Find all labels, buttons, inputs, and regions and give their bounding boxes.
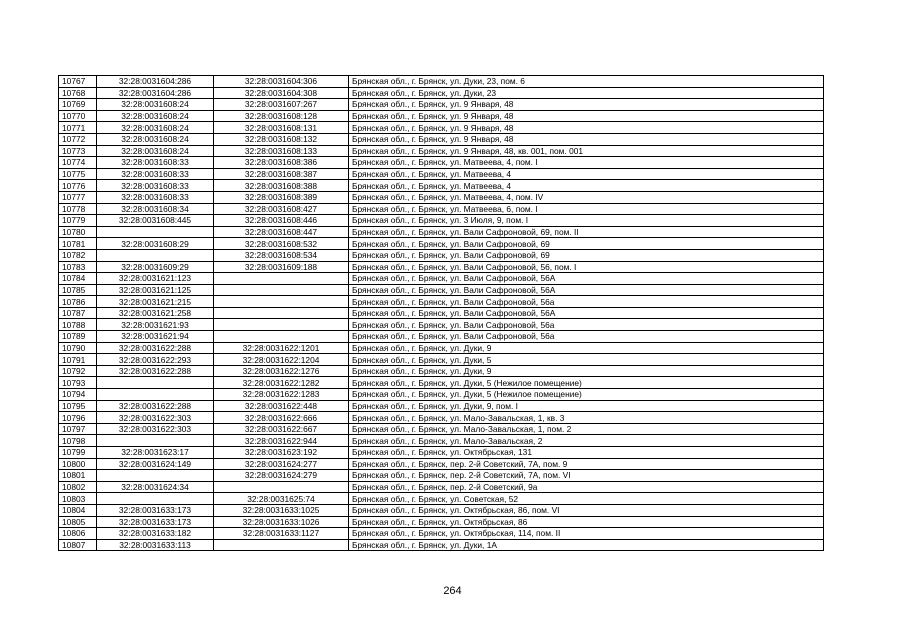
land-cadastral-number-cell: 32:28:0031633:173 bbox=[97, 504, 214, 516]
table-row bbox=[59, 203, 824, 215]
address-cell: Брянская обл., г. Брянск, ул. Мало-Завальская, 2 bbox=[349, 435, 824, 447]
table-row bbox=[59, 145, 824, 157]
table-row bbox=[59, 238, 824, 250]
land-cadastral-number-cell bbox=[97, 249, 214, 261]
table-row bbox=[59, 354, 824, 366]
table-row bbox=[59, 319, 824, 331]
table-row bbox=[59, 122, 824, 134]
land-cadastral-number-cell: 32:28:0031608:24 bbox=[97, 110, 214, 122]
address-cell: Брянская обл., г. Брянск, ул. 9 Января, 48 bbox=[349, 99, 824, 111]
object-cadastral-number-cell bbox=[214, 319, 349, 331]
row-number-cell: 10801 bbox=[59, 470, 97, 482]
row-number-cell: 10800 bbox=[59, 458, 97, 470]
object-cadastral-number-cell: 32:28:0031608:447 bbox=[214, 226, 349, 238]
row-number-cell: 10775 bbox=[59, 168, 97, 180]
land-cadastral-number-cell: 32:28:0031622:293 bbox=[97, 354, 214, 366]
address-cell: Брянская обл., г. Брянск, ул. Советская, 52 bbox=[349, 493, 824, 505]
land-cadastral-number-cell: 32:28:0031622:303 bbox=[97, 412, 214, 424]
land-cadastral-number-cell bbox=[97, 226, 214, 238]
row-number-cell: 10794 bbox=[59, 389, 97, 401]
address-cell: Брянская обл., г. Брянск, ул. 9 Января, 48, кв. 001, пом. 001 bbox=[349, 145, 824, 157]
address-cell: Брянская обл., г. Брянск, ул. Октябрьская, 86, пом. VI bbox=[349, 504, 824, 516]
row-number-cell: 10793 bbox=[59, 377, 97, 389]
object-cadastral-number-cell bbox=[214, 481, 349, 493]
object-cadastral-number-cell bbox=[214, 307, 349, 319]
address-cell: Брянская обл., г. Брянск, ул. Октябрьская, 114, пом. II bbox=[349, 528, 824, 540]
object-cadastral-number-cell: 32:28:0031633:1026 bbox=[214, 516, 349, 528]
object-cadastral-number-cell bbox=[214, 284, 349, 296]
table-row bbox=[59, 412, 824, 424]
object-cadastral-number-cell: 32:28:0031608:388 bbox=[214, 180, 349, 192]
land-cadastral-number-cell: 32:28:0031608:24 bbox=[97, 99, 214, 111]
object-cadastral-number-cell: 32:28:0031608:386 bbox=[214, 157, 349, 169]
row-number-cell: 10782 bbox=[59, 249, 97, 261]
object-cadastral-number-cell: 32:28:0031608:133 bbox=[214, 145, 349, 157]
object-cadastral-number-cell: 32:28:0031608:389 bbox=[214, 191, 349, 203]
address-cell: Брянская обл., г. Брянск, ул. Матвеева, 4 bbox=[349, 168, 824, 180]
land-cadastral-number-cell bbox=[97, 493, 214, 505]
table-row bbox=[59, 331, 824, 343]
address-cell: Брянская обл., г. Брянск, ул. Дуки, 23, пом. 6 bbox=[349, 76, 824, 88]
land-cadastral-number-cell: 32:28:0031622:288 bbox=[97, 365, 214, 377]
row-number-cell: 10768 bbox=[59, 87, 97, 99]
table-row bbox=[59, 180, 824, 192]
address-cell: Брянская обл., г. Брянск, ул. Вали Сафроновой, 56, пом. I bbox=[349, 261, 824, 273]
object-cadastral-number-cell: 32:28:0031622:1283 bbox=[214, 389, 349, 401]
table-body bbox=[59, 76, 824, 551]
row-number-cell: 10781 bbox=[59, 238, 97, 250]
row-number-cell: 10778 bbox=[59, 203, 97, 215]
row-number-cell: 10780 bbox=[59, 226, 97, 238]
address-cell: Брянская обл., г. Брянск, ул. Дуки, 5 (Нежилое помещение) bbox=[349, 377, 824, 389]
land-cadastral-number-cell: 32:28:0031609:29 bbox=[97, 261, 214, 273]
table-row bbox=[59, 273, 824, 285]
land-cadastral-number-cell: 32:28:0031608:24 bbox=[97, 133, 214, 145]
row-number-cell: 10771 bbox=[59, 122, 97, 134]
object-cadastral-number-cell: 32:28:0031622:1204 bbox=[214, 354, 349, 366]
table-row bbox=[59, 470, 824, 482]
row-number-cell: 10777 bbox=[59, 191, 97, 203]
row-number-cell: 10795 bbox=[59, 400, 97, 412]
land-cadastral-number-cell: 32:28:0031608:34 bbox=[97, 203, 214, 215]
address-cell: Брянская обл., г. Брянск, пер. 2-й Советский, 9а bbox=[349, 481, 824, 493]
land-cadastral-number-cell: 32:28:0031621:94 bbox=[97, 331, 214, 343]
land-cadastral-number-cell: 32:28:0031623:17 bbox=[97, 447, 214, 459]
page-number: 264 bbox=[443, 585, 462, 597]
row-number-cell: 10784 bbox=[59, 273, 97, 285]
row-number-cell: 10789 bbox=[59, 331, 97, 343]
address-cell: Брянская обл., г. Брянск, ул. Дуки, 9 bbox=[349, 342, 824, 354]
object-cadastral-number-cell: 32:28:0031622:944 bbox=[214, 435, 349, 447]
land-cadastral-number-cell: 32:28:0031621:123 bbox=[97, 273, 214, 285]
address-cell: Брянская обл., г. Брянск, ул. Матвеева, 4, пом. I bbox=[349, 157, 824, 169]
land-cadastral-number-cell: 32:28:0031622:288 bbox=[97, 342, 214, 354]
table-row bbox=[59, 435, 824, 447]
table-row bbox=[59, 87, 824, 99]
address-cell: Брянская обл., г. Брянск, ул. Дуки, 9, пом. I bbox=[349, 400, 824, 412]
table-row bbox=[59, 516, 824, 528]
row-number-cell: 10769 bbox=[59, 99, 97, 111]
row-number-cell: 10776 bbox=[59, 180, 97, 192]
address-cell: Брянская обл., г. Брянск, ул. Вали Сафроновой, 69, пом. II bbox=[349, 226, 824, 238]
address-cell: Брянская обл., г. Брянск, ул. Октябрьская, 131 bbox=[349, 447, 824, 459]
land-cadastral-number-cell bbox=[97, 377, 214, 389]
table-row bbox=[59, 157, 824, 169]
object-cadastral-number-cell: 32:28:0031622:1201 bbox=[214, 342, 349, 354]
object-cadastral-number-cell: 32:28:0031633:1127 bbox=[214, 528, 349, 540]
object-cadastral-number-cell: 32:28:0031625:74 bbox=[214, 493, 349, 505]
land-cadastral-number-cell: 32:28:0031624:149 bbox=[97, 458, 214, 470]
address-cell: Брянская обл., г. Брянск, ул. Матвеева, 4 bbox=[349, 180, 824, 192]
address-cell: Брянская обл., г. Брянск, ул. Вали Сафроновой, 56а bbox=[349, 319, 824, 331]
land-cadastral-number-cell: 32:28:0031608:24 bbox=[97, 122, 214, 134]
land-cadastral-number-cell: 32:28:0031608:33 bbox=[97, 191, 214, 203]
address-cell: Брянская обл., г. Брянск, ул. Вали Сафроновой, 56А bbox=[349, 307, 824, 319]
land-cadastral-number-cell: 32:28:0031604:286 bbox=[97, 87, 214, 99]
address-cell: Брянская обл., г. Брянск, ул. 9 Января, 48 bbox=[349, 110, 824, 122]
land-cadastral-number-cell: 32:28:0031608:445 bbox=[97, 215, 214, 227]
land-cadastral-number-cell bbox=[97, 470, 214, 482]
address-cell: Брянская обл., г. Брянск, ул. Вали Сафроновой, 56а bbox=[349, 296, 824, 308]
object-cadastral-number-cell: 32:28:0031608:128 bbox=[214, 110, 349, 122]
table-row bbox=[59, 389, 824, 401]
object-cadastral-number-cell: 32:28:0031608:387 bbox=[214, 168, 349, 180]
table-row bbox=[59, 342, 824, 354]
row-number-cell: 10805 bbox=[59, 516, 97, 528]
table-row bbox=[59, 493, 824, 505]
object-cadastral-number-cell: 32:28:0031608:427 bbox=[214, 203, 349, 215]
row-number-cell: 10767 bbox=[59, 76, 97, 88]
land-cadastral-number-cell: 32:28:0031608:29 bbox=[97, 238, 214, 250]
address-cell: Брянская обл., г. Брянск, ул. Матвеева, 4, пом. IV bbox=[349, 191, 824, 203]
table-row bbox=[59, 504, 824, 516]
address-cell: Брянская обл., г. Брянск, ул. Мало-Завальская, 1, кв. 3 bbox=[349, 412, 824, 424]
land-cadastral-number-cell: 32:28:0031621:215 bbox=[97, 296, 214, 308]
row-number-cell: 10773 bbox=[59, 145, 97, 157]
address-cell: Брянская обл., г. Брянск, ул. Вали Сафроновой, 56а bbox=[349, 331, 824, 343]
object-cadastral-number-cell: 32:28:0031624:277 bbox=[214, 458, 349, 470]
row-number-cell: 10792 bbox=[59, 365, 97, 377]
table-row bbox=[59, 226, 824, 238]
row-number-cell: 10772 bbox=[59, 133, 97, 145]
object-cadastral-number-cell: 32:28:0031623:192 bbox=[214, 447, 349, 459]
land-cadastral-number-cell: 32:28:0031621:258 bbox=[97, 307, 214, 319]
table-row bbox=[59, 458, 824, 470]
object-cadastral-number-cell: 32:28:0031624:279 bbox=[214, 470, 349, 482]
property-table bbox=[58, 75, 824, 551]
land-cadastral-number-cell bbox=[97, 389, 214, 401]
row-number-cell: 10799 bbox=[59, 447, 97, 459]
row-number-cell: 10803 bbox=[59, 493, 97, 505]
land-cadastral-number-cell: 32:28:0031624:34 bbox=[97, 481, 214, 493]
object-cadastral-number-cell: 32:28:0031633:1025 bbox=[214, 504, 349, 516]
address-cell: Брянская обл., г. Брянск, ул. Мало-Завальская, 1, пом. 2 bbox=[349, 423, 824, 435]
table-row bbox=[59, 481, 824, 493]
object-cadastral-number-cell: 32:28:0031622:1282 bbox=[214, 377, 349, 389]
row-number-cell: 10807 bbox=[59, 539, 97, 551]
row-number-cell: 10786 bbox=[59, 296, 97, 308]
row-number-cell: 10787 bbox=[59, 307, 97, 319]
object-cadastral-number-cell: 32:28:0031622:448 bbox=[214, 400, 349, 412]
table-row bbox=[59, 168, 824, 180]
object-cadastral-number-cell bbox=[214, 331, 349, 343]
land-cadastral-number-cell: 32:28:0031622:303 bbox=[97, 423, 214, 435]
address-cell: Брянская обл., г. Брянск, ул. Дуки, 9 bbox=[349, 365, 824, 377]
address-cell: Брянская обл., г. Брянск, ул. Дуки, 23 bbox=[349, 87, 824, 99]
table-row bbox=[59, 215, 824, 227]
address-cell: Брянская обл., г. Брянск, ул. Вали Сафроновой, 56А bbox=[349, 284, 824, 296]
table-row bbox=[59, 528, 824, 540]
table-row bbox=[59, 307, 824, 319]
table-row bbox=[59, 296, 824, 308]
object-cadastral-number-cell: 32:28:0031622:1276 bbox=[214, 365, 349, 377]
row-number-cell: 10783 bbox=[59, 261, 97, 273]
row-number-cell: 10797 bbox=[59, 423, 97, 435]
land-cadastral-number-cell: 32:28:0031622:288 bbox=[97, 400, 214, 412]
table-row bbox=[59, 191, 824, 203]
address-cell: Брянская обл., г. Брянск, ул. 9 Января, 48 bbox=[349, 122, 824, 134]
land-cadastral-number-cell: 32:28:0031608:33 bbox=[97, 168, 214, 180]
address-cell: Брянская обл., г. Брянск, ул. Дуки, 1А bbox=[349, 539, 824, 551]
row-number-cell: 10779 bbox=[59, 215, 97, 227]
row-number-cell: 10796 bbox=[59, 412, 97, 424]
land-cadastral-number-cell: 32:28:0031608:33 bbox=[97, 180, 214, 192]
table-row bbox=[59, 249, 824, 261]
object-cadastral-number-cell: 32:28:0031604:308 bbox=[214, 87, 349, 99]
address-cell: Брянская обл., г. Брянск, ул. 9 Января, 48 bbox=[349, 133, 824, 145]
object-cadastral-number-cell: 32:28:0031604:306 bbox=[214, 76, 349, 88]
address-cell: Брянская обл., г. Брянск, ул. Матвеева, 6, пом. I bbox=[349, 203, 824, 215]
address-cell: Брянская обл., г. Брянск, ул. Октябрьская, 86 bbox=[349, 516, 824, 528]
object-cadastral-number-cell: 32:28:0031608:131 bbox=[214, 122, 349, 134]
address-cell: Брянская обл., г. Брянск, пер. 2-й Советский, 7А, пом. 9 bbox=[349, 458, 824, 470]
land-cadastral-number-cell bbox=[97, 435, 214, 447]
object-cadastral-number-cell: 32:28:0031608:532 bbox=[214, 238, 349, 250]
address-cell: Брянская обл., г. Брянск, ул. Дуки, 5 bbox=[349, 354, 824, 366]
address-cell: Брянская обл., г. Брянск, ул. Вали Сафроновой, 56А bbox=[349, 273, 824, 285]
object-cadastral-number-cell bbox=[214, 273, 349, 285]
object-cadastral-number-cell: 32:28:0031622:666 bbox=[214, 412, 349, 424]
object-cadastral-number-cell: 32:28:0031622:667 bbox=[214, 423, 349, 435]
table-row bbox=[59, 110, 824, 122]
row-number-cell: 10774 bbox=[59, 157, 97, 169]
table-row bbox=[59, 377, 824, 389]
table-row bbox=[59, 261, 824, 273]
address-cell: Брянская обл., г. Брянск, ул. Вали Сафроновой, 69 bbox=[349, 238, 824, 250]
table-row bbox=[59, 400, 824, 412]
row-number-cell: 10788 bbox=[59, 319, 97, 331]
row-number-cell: 10798 bbox=[59, 435, 97, 447]
object-cadastral-number-cell: 32:28:0031608:534 bbox=[214, 249, 349, 261]
row-number-cell: 10790 bbox=[59, 342, 97, 354]
row-number-cell: 10802 bbox=[59, 481, 97, 493]
row-number-cell: 10806 bbox=[59, 528, 97, 540]
land-cadastral-number-cell: 32:28:0031608:24 bbox=[97, 145, 214, 157]
row-number-cell: 10785 bbox=[59, 284, 97, 296]
table-row bbox=[59, 365, 824, 377]
row-number-cell: 10791 bbox=[59, 354, 97, 366]
table-row bbox=[59, 423, 824, 435]
object-cadastral-number-cell bbox=[214, 539, 349, 551]
object-cadastral-number-cell: 32:28:0031607:267 bbox=[214, 99, 349, 111]
address-cell: Брянская обл., г. Брянск, ул. 3 Июля, 9, пом. I bbox=[349, 215, 824, 227]
object-cadastral-number-cell: 32:28:0031608:132 bbox=[214, 133, 349, 145]
table-row bbox=[59, 447, 824, 459]
land-cadastral-number-cell: 32:28:0031633:173 bbox=[97, 516, 214, 528]
table-row bbox=[59, 99, 824, 111]
object-cadastral-number-cell: 32:28:0031608:446 bbox=[214, 215, 349, 227]
land-cadastral-number-cell: 32:28:0031621:93 bbox=[97, 319, 214, 331]
table-row bbox=[59, 284, 824, 296]
address-cell: Брянская обл., г. Брянск, ул. Вали Сафроновой, 69 bbox=[349, 249, 824, 261]
land-cadastral-number-cell: 32:28:0031604:286 bbox=[97, 76, 214, 88]
table-row bbox=[59, 76, 824, 88]
land-cadastral-number-cell: 32:28:0031621:125 bbox=[97, 284, 214, 296]
row-number-cell: 10770 bbox=[59, 110, 97, 122]
object-cadastral-number-cell: 32:28:0031609:188 bbox=[214, 261, 349, 273]
land-cadastral-number-cell: 32:28:0031608:33 bbox=[97, 157, 214, 169]
land-cadastral-number-cell: 32:28:0031633:182 bbox=[97, 528, 214, 540]
address-cell: Брянская обл., г. Брянск, ул. Дуки, 5 (Нежилое помещение) bbox=[349, 389, 824, 401]
table-row bbox=[59, 133, 824, 145]
address-cell: Брянская обл., г. Брянск, пер. 2-й Советский, 7А, пом. VI bbox=[349, 470, 824, 482]
land-cadastral-number-cell: 32:28:0031633:113 bbox=[97, 539, 214, 551]
table-row bbox=[59, 539, 824, 551]
row-number-cell: 10804 bbox=[59, 504, 97, 516]
object-cadastral-number-cell bbox=[214, 296, 349, 308]
